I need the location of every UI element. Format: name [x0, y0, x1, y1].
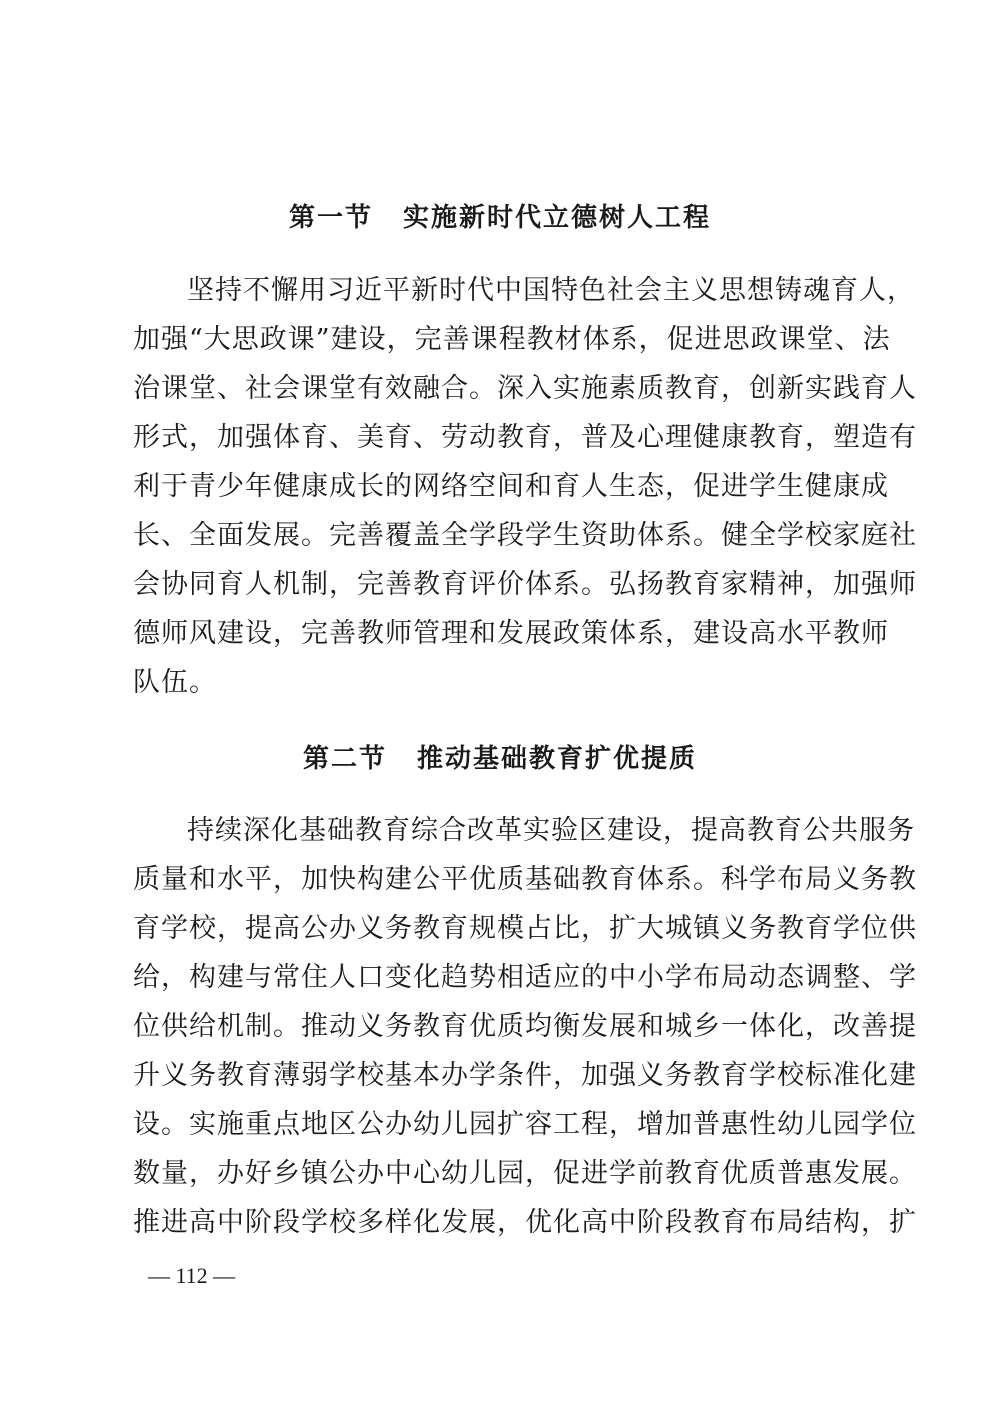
section-1-number: 第一节	[288, 203, 373, 233]
paragraph-line: 长、全面发展。完善覆盖全学段学生资助体系。健全学校家庭社	[133, 520, 917, 551]
paragraph-line: 给，构建与常住人口变化趋势相适应的中小学布局动态调整、学	[133, 962, 917, 993]
paragraph-line: 会协同育人机制，完善教育评价体系。弘扬教育家精神，加强师	[133, 569, 917, 600]
paragraph-line: 持续深化基础教育综合改革实验区建设，提高教育公共服务	[187, 815, 915, 846]
paragraph-line: 加强“大思政课”建设，完善课程教材体系，促进思政课堂、法	[133, 324, 891, 355]
page-number: — 112 —	[148, 1263, 236, 1288]
section-2-title: 推动基础教育扩优提质	[417, 744, 698, 774]
paragraph-line: 位供给机制。推动义务教育优质均衡发展和城乡一体化，改善提	[133, 1011, 917, 1042]
paragraph-line: 设。实施重点地区公办幼儿园扩容工程，增加普惠性幼儿园学位	[133, 1109, 917, 1140]
section-2-heading	[0, 738, 1000, 775]
paragraph-line: 利于青少年健康成长的网络空间和育人生态，促进学生健康成	[133, 471, 889, 502]
paragraph-line: 队伍。	[133, 667, 217, 698]
paragraph-line: 治课堂、社会课堂有效融合。深入实施素质教育，创新实践育人	[133, 373, 917, 404]
paragraph-line: 推进高中阶段学校多样化发展，优化高中阶段教育布局结构，扩	[133, 1207, 917, 1238]
paragraph-line: 形式，加强体育、美育、劳动教育，普及心理健康教育，塑造有	[133, 422, 917, 453]
section-2-paragraph	[133, 806, 917, 1247]
section-2-number: 第二节	[302, 744, 387, 774]
paragraph-line: 质量和水平，加快构建公平优质基础教育体系。科学布局义务教	[133, 864, 917, 895]
section-1-paragraph	[133, 266, 917, 707]
paragraph-line: 数量，办好乡镇公办中心幼儿园，促进学前教育优质普惠发展。	[133, 1158, 917, 1189]
section-1-heading	[0, 197, 1000, 234]
section-1-title: 实施新时代立德树人工程	[403, 203, 712, 233]
paragraph-line: 坚持不懈用习近平新时代中国特色社会主义思想铸魂育人，	[187, 275, 915, 306]
paragraph-line: 德师风建设，完善教师管理和发展政策体系，建设高水平教师	[133, 618, 889, 649]
paragraph-line: 升义务教育薄弱学校基本办学条件，加强义务教育学校标准化建	[133, 1060, 917, 1091]
paragraph-line: 育学校，提高公办义务教育规模占比，扩大城镇义务教育学位供	[133, 913, 917, 944]
